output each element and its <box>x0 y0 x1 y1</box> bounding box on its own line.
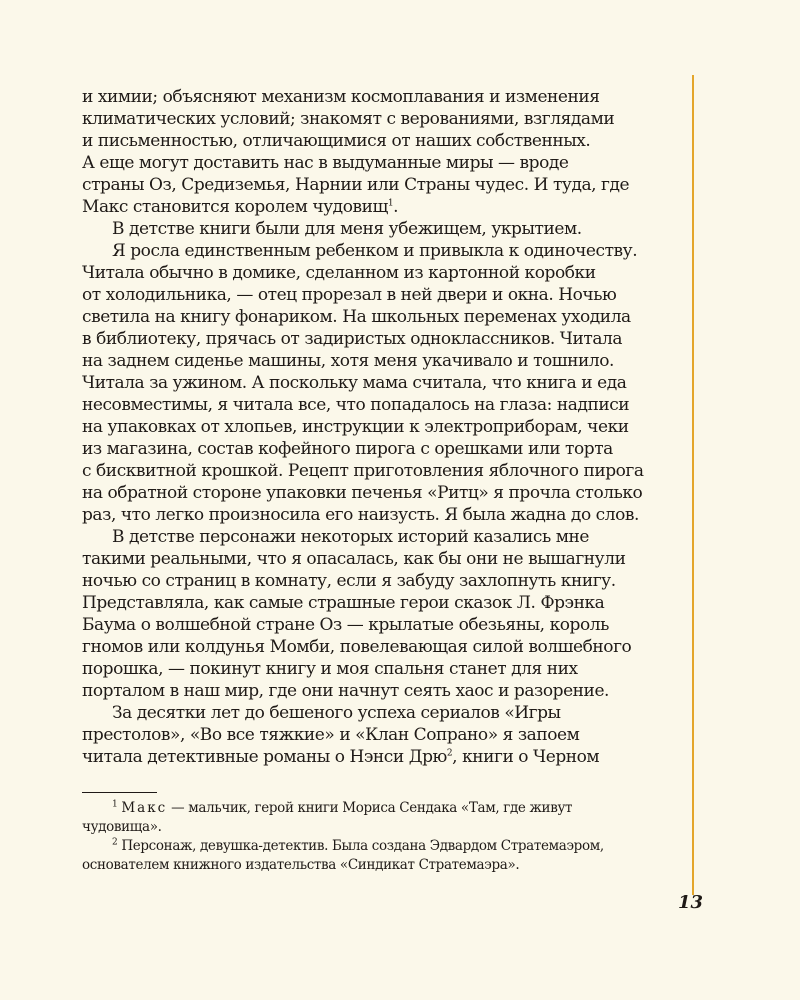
body-line: А еще могут доставить нас в выдуманные миры — вроде <box>82 153 569 173</box>
body-line: ночью со страниц в комнату, если я забуду захлопнуть книгу. <box>82 571 616 591</box>
body-line: от холодильника, — отец прорезал в ней двери и окна. Ночью <box>82 285 617 305</box>
body-line: Представляла, как самые страшные герои сказок Л. Фрэнка <box>82 593 605 613</box>
body-line: и химии; объясняют механизм космоплавания и изменения <box>82 87 600 107</box>
body-text <box>82 86 662 768</box>
body-line: Читала за ужином. А поскольку мама считала, что книга и еда <box>82 373 627 393</box>
body-line: В детстве книги были для меня убежищем, укрытием. <box>112 219 582 239</box>
body-line: несовместимы, я читала все, что попадалось на глаза: надписи <box>82 395 630 415</box>
body-line-tail: . <box>393 197 399 217</box>
body-line-text: Макс становится королем чудовищ <box>82 197 388 217</box>
page-number: 13 <box>677 892 703 913</box>
footnote-text: — мальчик, герой книги Мориса Сендака «Там, где живут <box>167 800 573 816</box>
body-line: климатических условий; знакомят с верованиями, взглядами <box>82 109 615 129</box>
body-line: страны Оз, Средиземья, Нарнии или Страны чудес. И туда, где <box>82 175 630 195</box>
body-line: с бисквитной крошкой. Рецепт приготовления яблочного пирога <box>82 461 644 481</box>
footnote-marker: 1 <box>112 799 118 810</box>
footnote-text: Персонаж, девушка-детектив. Была создана Эдвардом Стратемаэром, <box>117 838 604 854</box>
body-line: на заднем сиденье машины, хотя меня укачивало и тошнило. <box>82 351 615 371</box>
body-line: и письменностью, отличающимися от наших собственных. <box>82 131 591 151</box>
body-line: светила на книгу фонариком. На школьных переменах уходила <box>82 307 631 327</box>
body-line: на обратной стороне упаковки печенья «Ритц» я прочла столько <box>82 483 643 503</box>
footnote-ref-1: 1 <box>387 198 394 209</box>
body-line: порошка, — покинут книгу и моя спальня станет для них <box>82 659 578 679</box>
body-line <box>82 746 662 768</box>
body-line: За десятки лет до бешеного успеха сериалов «Игры <box>112 703 561 723</box>
footnote-ref-2: 2 <box>446 748 453 759</box>
body-line: престолов», «Во все тяжкие» и «Клан Сопрано» я запоем <box>82 725 580 745</box>
footnote-2 <box>82 837 662 856</box>
footnote-1 <box>82 799 662 818</box>
body-line: из магазина, состав кофейного пирога с орешками или торта <box>82 439 613 459</box>
body-line: порталом в наш мир, где они начнут сеять хаос и разорение. <box>82 681 610 701</box>
body-line: раз, что легко произносила его наизусть. Я была жадна до слов. <box>82 505 639 525</box>
body-line: такими реальными, что я опасалась, как бы они не вышагнули <box>82 549 626 569</box>
footnote-2-continuation: основателем книжного издательства «Синдикат Стратемаэра». <box>82 857 520 873</box>
body-line: Я росла единственным ребенком и привыкла к одиночеству. <box>112 241 638 261</box>
body-line-tail: , книги о Черном <box>452 747 600 767</box>
footnote-1-continuation: чудовища». <box>82 819 162 835</box>
footnote-marker: 2 <box>112 837 118 848</box>
body-line: на упаковках от хлопьев, инструкции к электроприборам, чеки <box>82 417 629 437</box>
footnote-term: Макс <box>121 800 168 816</box>
body-line <box>82 196 662 218</box>
margin-accent-rule <box>692 75 694 895</box>
body-line: в библиотеку, прячась от задиристых одноклассников. Читала <box>82 329 623 349</box>
body-line: В детстве персонажи некоторых историй казались мне <box>112 527 589 547</box>
body-line: Баума о волшебной стране Оз — крылатые обезьяны, король <box>82 615 609 635</box>
body-line: гномов или колдунья Момби, повелевающая силой волшебного <box>82 637 632 657</box>
body-line-text: читала детективные романы о Нэнси Дрю <box>82 747 447 767</box>
footnote-separator <box>82 792 157 793</box>
body-line: Читала обычно в домике, сделанном из картонной коробки <box>82 263 596 283</box>
footnotes <box>82 799 662 875</box>
